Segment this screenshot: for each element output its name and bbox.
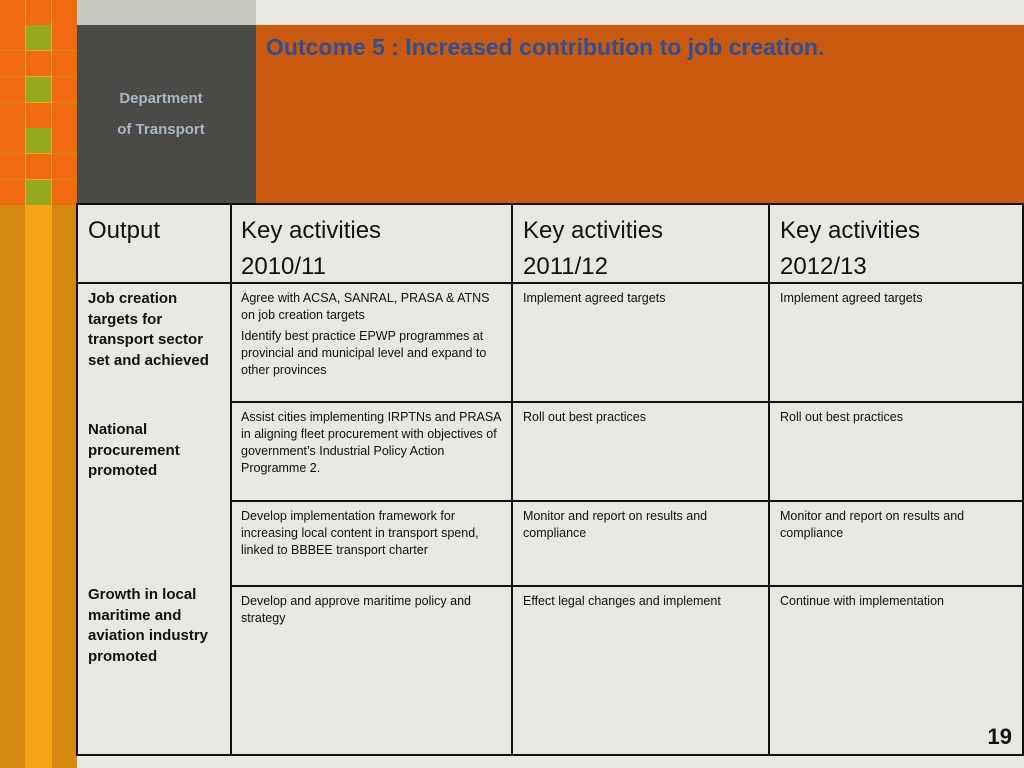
output-maritime-aviation: Growth in local maritime and aviation industry promoted [88, 586, 209, 665]
department-panel [77, 25, 256, 205]
header-activities-2010-11: Key activities 2010/11 [241, 217, 382, 280]
row-divider-1 [230, 401, 1022, 403]
col-divider-3 [768, 205, 770, 754]
department-name-line2: of Transport [117, 121, 205, 138]
table-row-4-2012-13: Continue with implementation [780, 594, 944, 608]
table-row-1-2012-13: Implement agreed targets [780, 291, 923, 305]
output-job-creation: Job creation targets for transport sector set and achieved [88, 290, 209, 369]
table-row-2-2012-13: Roll out best practices [780, 410, 903, 424]
department-name-line1: Department [119, 90, 203, 107]
row-divider-3 [230, 585, 1022, 587]
col-divider-1 [230, 205, 232, 754]
slide-title: Outcome 5 : Increased contribution to job creation. [266, 34, 825, 60]
table-row-2-2010-11: Assist cities implementing IRPTNs and PRASA in aligning fleet procurement with objectives of government’s Industrial Policy Action Programme 2. [241, 410, 501, 475]
header-activities-2012-13: Key activities 2012/13 [780, 217, 921, 280]
activities-table [76, 203, 1024, 756]
table-row-4-2011-12: Effect legal changes and implement [523, 594, 721, 608]
table-row-4-2010-11: Develop and approve maritime policy and strategy [241, 594, 471, 625]
header-activities-2011-12: Key activities 2011/12 [523, 217, 664, 280]
table-row-3-2010-11: Develop implementation framework for increasing local content in transport spend, linked to BBBEE transport charter [241, 509, 479, 557]
header-top-band [256, 0, 1024, 25]
table-row-1-2011-12: Implement agreed targets [523, 291, 666, 305]
checker-decoration [0, 0, 77, 205]
table-row-3-2011-12: Monitor and report on results and compliance [523, 509, 708, 540]
row-divider-2 [230, 500, 1022, 502]
table-row-2-2011-12: Roll out best practices [523, 410, 646, 424]
col-divider-2 [511, 205, 513, 754]
header-light-strip [77, 0, 256, 25]
header-output: Output [88, 217, 161, 244]
table-row-1-2010-11: Agree with ACSA, SANRAL, PRASA & ATNS on job creation targets Identify best practice EPWP programmes at provincial and municipal level and expand to other provinces [241, 291, 490, 377]
page-number: 19 [987, 724, 1012, 749]
output-national-procurement: National procurement promoted [88, 421, 180, 479]
table-row-3-2012-13: Monitor and report on results and compliance [780, 509, 965, 540]
